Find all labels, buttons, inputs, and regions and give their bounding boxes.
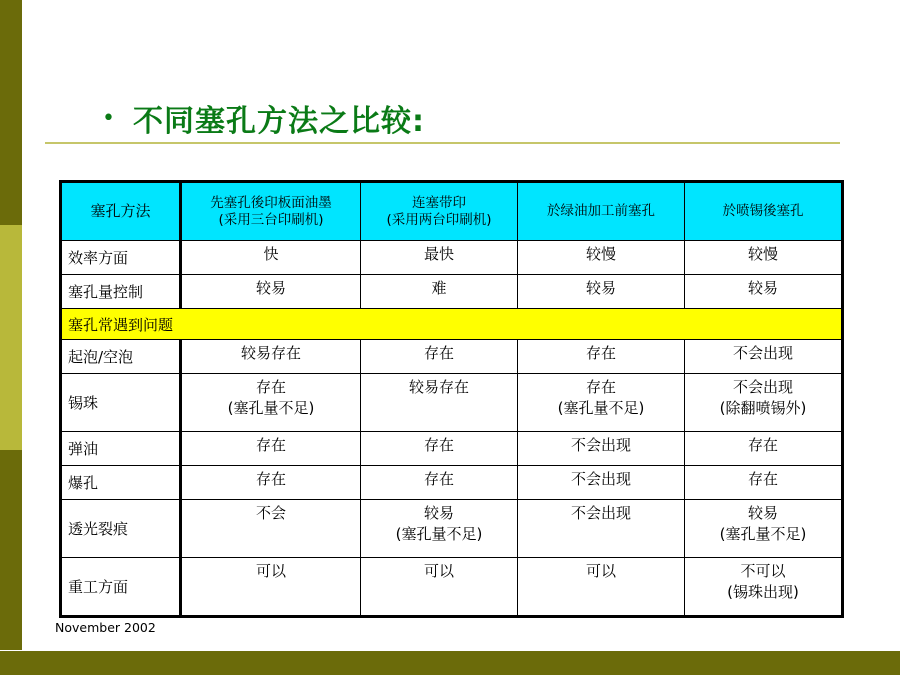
table-cell	[361, 500, 518, 558]
table-cell	[518, 241, 685, 275]
header-column-3	[518, 182, 685, 241]
cell-line-1: 存在	[255, 436, 286, 454]
table-cell	[518, 374, 685, 432]
comparison-table-body	[61, 182, 843, 617]
table-row	[61, 500, 843, 558]
table-cell	[361, 340, 518, 374]
bullet-icon: •	[102, 105, 115, 131]
cell-line-1: 可以	[585, 562, 616, 580]
table-row	[61, 432, 843, 466]
cell-line-1: 快	[263, 245, 279, 263]
table-cell	[518, 466, 685, 500]
cell-line-1: 存在	[423, 344, 454, 362]
table-row	[61, 275, 843, 309]
cell-line-1: 不会出现	[570, 504, 631, 522]
table-cell	[181, 558, 361, 617]
table-cell	[685, 241, 843, 275]
cell-line-1: 不可以	[740, 562, 786, 580]
cell-line-1: 不会出现	[732, 344, 793, 362]
header-method-label: 塞孔方法	[61, 182, 181, 241]
table-cell	[685, 466, 843, 500]
row-label: 效率方面	[61, 241, 181, 275]
cell-line-1: 可以	[423, 562, 454, 580]
table-cell	[518, 558, 685, 617]
table-cell	[685, 558, 843, 617]
row-label: 爆孔	[61, 466, 181, 500]
header-column-1	[181, 182, 361, 241]
cell-line-1: 存在	[423, 470, 454, 488]
table-cell	[361, 275, 518, 309]
table-cell	[361, 241, 518, 275]
cell-line-2: (塞孔量不足)	[557, 399, 645, 417]
table-cell	[685, 500, 843, 558]
table-cell	[181, 432, 361, 466]
bottom-accent-bar	[0, 651, 900, 675]
cell-line-1: 较慢	[747, 245, 778, 263]
cell-line-1: 存在	[423, 436, 454, 454]
cell-line-2: (除翻喷锡外)	[719, 399, 807, 417]
title-divider	[45, 142, 840, 144]
row-label: 起泡/空泡	[61, 340, 181, 374]
header-column-2-line1: 连塞带印	[412, 194, 466, 211]
table-cell	[361, 466, 518, 500]
header-column-4-line1: 於喷锡後塞孔	[722, 203, 804, 219]
slide-title: 不同塞孔方法之比较:	[132, 104, 425, 139]
cell-line-1: 较易	[423, 504, 454, 522]
cell-line-2: (塞孔量不足)	[719, 525, 807, 543]
cell-line-1: 存在	[255, 378, 286, 396]
cell-line-1: 最快	[423, 245, 454, 263]
cell-line-1: 较易存在	[408, 378, 469, 396]
table-row	[61, 241, 843, 275]
table-row	[61, 340, 843, 374]
table-cell	[518, 340, 685, 374]
header-column-1-line2: (采用三台印刷机)	[218, 211, 324, 228]
left-accent-bar-top	[0, 0, 22, 225]
cell-line-1: 不会	[255, 504, 286, 522]
cell-line-1: 较易	[255, 279, 286, 297]
comparison-table	[59, 180, 844, 618]
cell-line-1: 不会出现	[732, 378, 793, 396]
cell-line-2: (塞孔量不足)	[395, 525, 483, 543]
cell-line-1: 不会出现	[570, 470, 631, 488]
table-header-row	[61, 182, 843, 241]
table-cell	[181, 340, 361, 374]
section-label: 塞孔常遇到问题	[61, 309, 843, 340]
cell-line-1: 较易	[585, 279, 616, 297]
table-cell	[518, 432, 685, 466]
left-accent-bar-middle	[0, 225, 22, 450]
row-label: 锡珠	[61, 374, 181, 432]
cell-line-1: 存在	[585, 378, 616, 396]
cell-line-1: 较易存在	[240, 344, 301, 362]
cell-line-1: 可以	[255, 562, 286, 580]
row-label: 弹油	[61, 432, 181, 466]
row-label: 重工方面	[61, 558, 181, 617]
table-row	[61, 374, 843, 432]
table-cell	[685, 275, 843, 309]
section-row	[61, 309, 843, 340]
table-row	[61, 466, 843, 500]
row-label: 透光裂痕	[61, 500, 181, 558]
header-column-3-line1: 於绿油加工前塞孔	[547, 203, 655, 219]
cell-line-1: 存在	[747, 436, 778, 454]
cell-line-1: 难	[431, 279, 447, 297]
table-cell	[361, 374, 518, 432]
row-label: 塞孔量控制	[61, 275, 181, 309]
cell-line-1: 存在	[747, 470, 778, 488]
table-cell	[181, 275, 361, 309]
cell-line-2: (塞孔量不足)	[227, 399, 315, 417]
footer-date: November 2002	[55, 620, 156, 635]
table-cell	[685, 340, 843, 374]
table-cell	[685, 432, 843, 466]
table-cell	[181, 241, 361, 275]
cell-line-2: (锡珠出现)	[727, 583, 799, 601]
cell-line-1: 存在	[255, 470, 286, 488]
table-cell	[518, 500, 685, 558]
table-cell	[181, 466, 361, 500]
table-row	[61, 558, 843, 617]
cell-line-1: 不会出现	[570, 436, 631, 454]
cell-line-1: 存在	[585, 344, 616, 362]
table-cell	[518, 275, 685, 309]
cell-line-1: 较易	[747, 279, 778, 297]
header-column-1-line1: 先塞孔後印板面油墨	[210, 194, 332, 211]
header-column-2-line2: (采用两台印刷机)	[386, 211, 492, 228]
table-cell	[361, 432, 518, 466]
table-cell	[181, 500, 361, 558]
cell-line-1: 较易	[747, 504, 778, 522]
slide-title-row	[102, 98, 425, 138]
left-accent-bar-bottom	[0, 450, 22, 650]
table-cell	[181, 374, 361, 432]
table-cell	[685, 374, 843, 432]
cell-line-1: 较慢	[585, 245, 616, 263]
header-column-4	[685, 182, 843, 241]
table-cell	[361, 558, 518, 617]
header-column-2	[361, 182, 518, 241]
